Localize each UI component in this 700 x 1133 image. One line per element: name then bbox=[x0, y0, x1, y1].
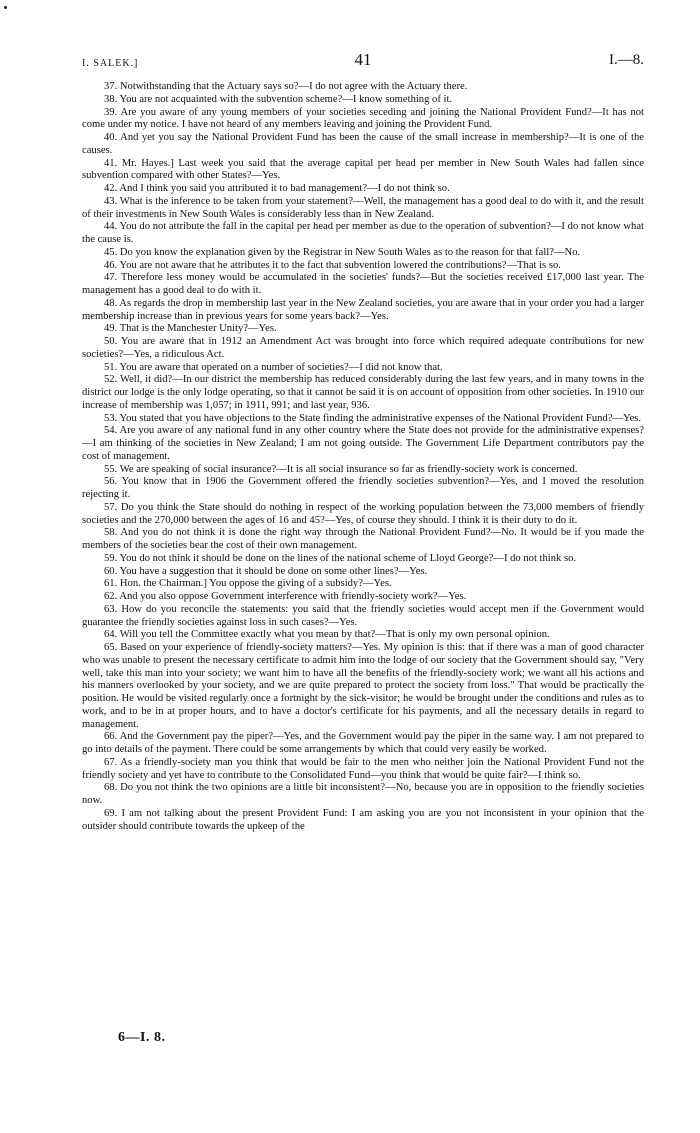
question-paragraph: 59. You do not think it should be done on the lines of the national scheme of Lloyd George?—I do not think so. bbox=[104, 552, 577, 564]
question-paragraph: 69. I am not talking about the present Provident Fund: I am asking you are you not inconsistent in your opinion that the outsider should contribute towards the upkeep of the bbox=[82, 807, 644, 832]
question-paragraph: 42. And I think you said you attributed it to bad management?—I do not think so. bbox=[104, 183, 450, 194]
question-paragraph: 41. Mr. Hayes.] Last week you said that the average capital per head per member in New South Wales had fallen since subvention compared with other States?—Yes. bbox=[82, 157, 644, 182]
question-paragraph: 48. As regards the drop in membership last year in the New Zealand societies, you are aware that in your order you had a larger membership increase than in previous years for some years back?—Yes. bbox=[82, 297, 644, 322]
question-paragraph: 47. Therefore less money would be accumulated in the societies' funds?—But the societies received £17,000 last year. The management has a good deal to do with it. bbox=[82, 272, 644, 296]
question-paragraph: 68. Do you not think the two opinions are a little bit inconsistent?—No, because you are in opposition to the friendly societies now. bbox=[82, 782, 644, 806]
margin-dot bbox=[4, 6, 7, 9]
question-paragraph: 39. Are you aware of any young members of your societies seceding and joining the National Provident Fund?—It has not come under my notice. I have not heard of any members leaving and joining the Provident Fund. bbox=[82, 106, 644, 131]
question-paragraph: 60. You have a suggestion that it should be done on some other lines?—Yes. bbox=[104, 565, 428, 577]
page-header bbox=[82, 50, 644, 72]
question-paragraph: 57. Do you think the State should do nothing in respect of the working population between the 73,000 members of friendly societies and the 270,000 between the ages of 16 and 45?—Yes, of course they should. I think it is their duty to do it. bbox=[82, 501, 644, 526]
question-paragraph: 40. And yet you say the National Provident Fund has been the cause of the small increase in membership?—It is one of the causes. bbox=[82, 132, 644, 156]
question-paragraph: 58. And you do not think it is done the right way through the National Provident Fund?—No. It would be if you made the members of the societies bear the cost of their own management. bbox=[82, 527, 644, 551]
paper-reference: I.—8. bbox=[609, 52, 644, 68]
question-paragraph: 53. You stated that you have objections to the State finding the administrative expenses of the National Provident Fund?—Yes. bbox=[104, 412, 642, 424]
page-number: 41 bbox=[354, 50, 372, 69]
question-paragraph: 54. Are you aware of any national fund in any other country where the State does not provide for the administrative expenses?—I am thinking of the societies in New Zealand; I am not going outside. The Government Life Department contributors pay the cost of management. bbox=[82, 425, 644, 462]
question-paragraph: 51. You are aware that operated on a number of societies?—I did not know that. bbox=[104, 361, 443, 373]
question-paragraph: 44. You do not attribute the fall in the capital per head per member as due to the operation of subvention?—I do not know what the cause is. bbox=[82, 221, 644, 245]
testimony-body bbox=[82, 81, 644, 833]
question-paragraph: 49. That is the Manchester Unity?—Yes. bbox=[104, 323, 277, 335]
question-paragraph: 55. We are speaking of social insurance?—It is all social insurance so far as friendly-society work is concerned. bbox=[104, 463, 578, 475]
question-paragraph: 46. You are not aware that he attributes it to the fact that subvention lowered the contributions?—That is so. bbox=[104, 259, 561, 271]
question-paragraph: 52. Well, it did?—In our district the membership has reduced considerably during the last few years, and in many towns in the district our lodge is the only lodge operating, so that it cannot be said it is on account of opposition from other societies. In 1910 our increase of membership was 1,057; in 1911, 991; and last year, 936. bbox=[82, 374, 644, 411]
question-paragraph: 67. As a friendly-society man you think that would be fair to the men who neither join the National Provident Fund not the friendly society and yet have to contribute to the Consolidated Fund—you think that would be quite fair?—I think so. bbox=[82, 756, 644, 781]
question-paragraph: 66. And the Government pay the piper?—Yes, and the Government would pay the piper in the same way. I am not prepared to go into details of the payment. There could be some arrangements by which that could very easily be worked. bbox=[82, 731, 644, 755]
question-paragraph: 56. You know that in 1906 the Government offered the friendly societies subvention?—Yes, and I moved the resolution rejecting it. bbox=[82, 476, 644, 500]
sheet-signature: 6—I. 8. bbox=[118, 1030, 166, 1045]
question-paragraph: 43. What is the inference to be taken from your statement?—Well, the management has a good deal to do with it, and the result of their investments in New South Wales is considerably less than in New Zealand. bbox=[82, 195, 644, 220]
question-paragraph: 65. Based on your experience of friendly-society matters?—Yes. My opinion is this: that if there was a man of good character who was unable to present the necessary certificate to admit him into the lodge of our society that the Government should say, "Very well, take this man into your society; we want him to have all the benefits of the friendly-society work; we want all his actions and his manners overlooked by your society, and we are quite prepared to protect the society from loss." That would be practically the position. He would be visited regularly once a fortnight by the sick-visitor; he would be brought under the conditions and rules as to work, and to be in at proper hours, and to have a doctor's certificate for his payments, and all the necessary details in regard to management. bbox=[82, 642, 644, 730]
question-paragraph: 37. Notwithstanding that the Actuary says so?—I do not agree with the Actuary there. bbox=[104, 81, 468, 92]
question-paragraph: 64. Will you tell the Committee exactly what you mean by that?—That is only my own personal opinion. bbox=[104, 629, 550, 641]
question-paragraph: 45. Do you know the explanation given by the Registrar in New South Wales as to the reason for that fall?—No. bbox=[104, 246, 581, 258]
question-paragraph: 50. You are aware that in 1912 an Amendment Act was brought into force which required adequate contributions for new societies?—Yes, a ridiculous Act. bbox=[82, 336, 644, 360]
question-paragraph: 63. How do you reconcile the statements: you said that the friendly societies would accept men if the Government would guarantee the friendly societies against loss in such cases?—Yes. bbox=[82, 603, 644, 628]
question-paragraph: 38. You are not acquainted with the subvention scheme?—I know something of it. bbox=[104, 93, 453, 105]
witness-name: I. SALEK.] bbox=[82, 58, 139, 69]
question-paragraph: 62. And you also oppose Government interference with friendly-society work?—Yes. bbox=[104, 591, 467, 602]
question-paragraph: 61. Hon. the Chairman.] You oppose the giving of a subsidy?—Yes. bbox=[104, 578, 392, 590]
